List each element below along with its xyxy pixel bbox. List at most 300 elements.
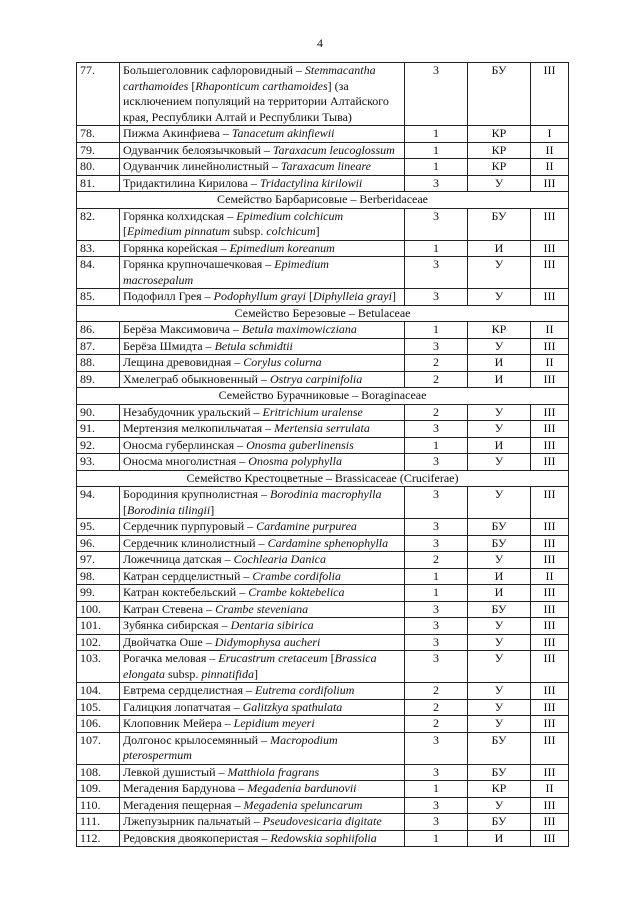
common-name: Одуванчик линейнолистный – (123, 159, 281, 173)
latin-name: Podophyllum grayi (213, 289, 306, 303)
latin-name: Tanacetum akinfiewii (231, 126, 335, 140)
category-1-cell: 3 (405, 618, 468, 635)
common-name: Сердечник пурпуровый – (123, 519, 257, 533)
status-cell: У (468, 454, 531, 471)
category-1-cell: 3 (405, 487, 468, 519)
status-cell: У (468, 634, 531, 651)
row-number: 93. (77, 454, 120, 471)
row-number: 90. (77, 404, 120, 421)
common-name: Подофилл Грея – (123, 289, 214, 303)
family-header: Семейство Березовые – Betulaceae (77, 305, 569, 322)
species-row (77, 716, 569, 733)
category-3-cell: II (531, 568, 569, 585)
category-3-cell: III (531, 797, 569, 814)
common-name: Катран коктебельский – (123, 585, 249, 599)
category-3-cell: III (531, 338, 569, 355)
name-text: [ (188, 78, 196, 93)
row-number: 102. (77, 634, 120, 651)
species-name-cell (120, 781, 405, 798)
species-row (77, 338, 569, 355)
category-1-cell: 3 (405, 797, 468, 814)
species-name-cell (120, 371, 405, 388)
status-cell: БУ (468, 535, 531, 552)
category-3-cell: III (531, 634, 569, 651)
page-number: 4 (317, 36, 323, 50)
category-3-cell: III (531, 585, 569, 602)
common-name: Одуванчик белоязычковый – (123, 142, 273, 157)
species-table-body (77, 63, 569, 847)
category-3-cell: III (531, 535, 569, 552)
row-number: 100. (77, 601, 120, 618)
species-row (77, 797, 569, 814)
species-row (77, 618, 569, 635)
category-1-cell: 3 (405, 454, 468, 471)
latin-name: Matthiola fragrans (227, 764, 320, 779)
latin-name: Mertensia serrulata (274, 421, 370, 435)
category-3-cell: I (531, 126, 569, 143)
species-row (77, 519, 569, 536)
species-name-cell (120, 338, 405, 355)
status-cell: БУ (468, 208, 531, 240)
common-name: Галицкия лопатчатая – (123, 699, 243, 714)
category-3-cell: II (531, 159, 569, 176)
status-cell: КР (468, 322, 531, 339)
category-1-cell: 2 (405, 683, 468, 700)
status-cell: У (468, 651, 531, 683)
species-name-cell (120, 175, 405, 192)
species-row (77, 289, 569, 306)
category-3-cell: III (531, 683, 569, 700)
category-3-cell: III (531, 732, 569, 764)
status-cell: КР (468, 159, 531, 176)
status-cell: У (468, 699, 531, 716)
category-3-cell: III (531, 651, 569, 683)
status-cell: И (468, 355, 531, 372)
latin-name: Macropodium pterospermum (123, 732, 338, 762)
category-1-cell: 3 (405, 519, 468, 536)
category-1-cell: 3 (405, 421, 468, 438)
latin-name: Tridactylina kirilowii (259, 175, 363, 190)
species-row (77, 585, 569, 602)
latin-name: Onosma polyphylla (248, 454, 342, 468)
synonym-latin-name: Diphylleia grayi (312, 289, 392, 303)
category-1-cell: 2 (405, 552, 468, 569)
species-name-cell (120, 716, 405, 733)
status-cell: БУ (468, 519, 531, 536)
family-header: Семейство Крестоцветные – Brassicaceae (Cruciferae) (77, 470, 569, 487)
common-name: Катран сердцелистный – (123, 568, 253, 583)
species-row (77, 142, 569, 159)
row-number: 96. (77, 535, 120, 552)
common-name: Берёза Шмидта – (123, 338, 215, 353)
row-number: 101. (77, 618, 120, 635)
status-cell: И (468, 437, 531, 454)
species-row (77, 240, 569, 257)
category-3-cell: II (531, 355, 569, 372)
category-3-cell: III (531, 618, 569, 635)
category-3-cell: III (531, 716, 569, 733)
latin-name: Pseudovesicaria digitate (262, 814, 382, 828)
category-3-cell: III (531, 63, 569, 126)
common-name: Лжепузырник пальчатый – (123, 814, 263, 828)
species-row (77, 355, 569, 372)
latin-name: Eritrichium uralense (262, 404, 363, 419)
category-1-cell: 3 (405, 732, 468, 764)
synonym-latin-name: Rhaponticum carthamoides (195, 78, 328, 93)
species-row (77, 257, 569, 289)
latin-name: Eutrema cordifolium (255, 683, 355, 697)
status-cell: У (468, 683, 531, 700)
status-cell: У (468, 421, 531, 438)
category-3-cell: III (531, 454, 569, 471)
family-header: Семейство Бурачниковые – Boraginaceae (77, 388, 569, 405)
latin-name: Crambe steveniana (215, 601, 309, 616)
species-row (77, 830, 569, 847)
common-name: Мегадения Бардунова – (123, 781, 248, 795)
status-cell: БУ (468, 63, 531, 126)
category-3-cell: III (531, 257, 569, 289)
category-1-cell: 1 (405, 126, 468, 143)
species-row (77, 781, 569, 798)
synonym-latin-name: Borodinia tilingii (127, 502, 211, 517)
row-number: 109. (77, 781, 120, 798)
status-cell: У (468, 289, 531, 306)
category-1-cell: 1 (405, 568, 468, 585)
species-name-cell (120, 289, 405, 306)
common-name: Хмелеграб обыкновенный – (123, 371, 270, 386)
status-cell: БУ (468, 601, 531, 618)
species-name-cell (120, 618, 405, 635)
category-1-cell: 3 (405, 257, 468, 289)
species-row (77, 175, 569, 192)
species-row (77, 322, 569, 339)
category-3-cell: III (531, 421, 569, 438)
latin-name: Taraxacum lineare (280, 159, 371, 173)
common-name: Долгонос крылосемянный – (123, 732, 271, 747)
latin-name: Megadenia bardunovii (247, 781, 357, 795)
species-name-cell (120, 683, 405, 700)
species-name-cell (120, 63, 405, 126)
row-number: 78. (77, 126, 120, 143)
row-number: 105. (77, 699, 120, 716)
row-number: 92. (77, 437, 120, 454)
category-1-cell: 1 (405, 322, 468, 339)
common-name: Мегадения пещерная – (123, 797, 244, 812)
row-number: 97. (77, 552, 120, 569)
common-name: Горянка колхидская – (123, 208, 237, 223)
species-name-cell (120, 437, 405, 454)
name-text: ] (315, 224, 320, 238)
species-name-cell (120, 421, 405, 438)
common-name: Берёза Максимовича – (123, 322, 242, 336)
latin-name: Erucastrum cretaceum (218, 651, 328, 665)
species-name-cell (120, 159, 405, 176)
species-row (77, 487, 569, 519)
latin-name: Betula schmidtii (214, 338, 293, 353)
species-name-cell (120, 322, 405, 339)
category-1-cell: 3 (405, 634, 468, 651)
row-number: 107. (77, 732, 120, 764)
family-row (77, 192, 569, 209)
species-row (77, 601, 569, 618)
name-text: ] (254, 666, 259, 681)
species-name-cell (120, 257, 405, 289)
species-row (77, 421, 569, 438)
common-name: Ложечница датская – (123, 552, 234, 566)
common-name: Большеголовник сафлоровидный – (123, 63, 305, 77)
category-1-cell: 3 (405, 175, 468, 192)
common-name: Левкой душистый – (123, 764, 228, 779)
name-text: [ (305, 289, 313, 303)
name-text: subsp. (165, 666, 202, 681)
common-name: Горянка корейская – (123, 240, 230, 255)
row-number: 106. (77, 716, 120, 733)
category-3-cell: III (531, 764, 569, 781)
latin-name: Epimedium macrosepalum (123, 257, 329, 287)
status-cell: У (468, 338, 531, 355)
latin-name: Didymophysa aucheri (214, 634, 321, 649)
category-3-cell: III (531, 208, 569, 240)
common-name: Двойчатка Оше – (123, 634, 215, 649)
common-name: Сердечник клинолистный – (123, 535, 268, 550)
species-name-cell (120, 634, 405, 651)
species-row (77, 732, 569, 764)
synonym-latin-name: Epimedium pinnatum (127, 224, 230, 238)
latin-name: Lepidium meyeri (233, 716, 315, 730)
latin-name: Galitzkya spathulata (242, 699, 343, 714)
row-number: 103. (77, 651, 120, 683)
status-cell: КР (468, 126, 531, 143)
category-3-cell: III (531, 814, 569, 831)
species-name-cell (120, 797, 405, 814)
species-name-cell (120, 814, 405, 831)
category-3-cell: III (531, 830, 569, 847)
synonym-latin-name: Brassica elongata (123, 651, 377, 681)
category-1-cell: 1 (405, 437, 468, 454)
category-1-cell: 3 (405, 814, 468, 831)
species-name-cell (120, 651, 405, 683)
common-name: Оносма многолистная – (123, 454, 249, 468)
category-1-cell: 3 (405, 338, 468, 355)
latin-name: Borodinia macrophylla (270, 487, 382, 501)
category-3-cell: III (531, 519, 569, 536)
common-name: Пижма Акинфиева – (123, 126, 232, 140)
species-row (77, 699, 569, 716)
row-number: 82. (77, 208, 120, 240)
row-number: 104. (77, 683, 120, 700)
category-3-cell: II (531, 322, 569, 339)
category-1-cell: 3 (405, 63, 468, 126)
name-text: ] (210, 502, 215, 517)
category-1-cell: 1 (405, 240, 468, 257)
category-3-cell: III (531, 601, 569, 618)
species-name-cell (120, 732, 405, 764)
status-cell: У (468, 552, 531, 569)
species-name-cell (120, 454, 405, 471)
species-row (77, 404, 569, 421)
category-1-cell: 2 (405, 404, 468, 421)
name-text: [ (327, 651, 335, 665)
row-number: 83. (77, 240, 120, 257)
common-name: Тридактилина Кирилова – (123, 175, 260, 190)
common-name: Евтрема сердцелистная – (123, 683, 255, 697)
species-row (77, 454, 569, 471)
species-name-cell (120, 355, 405, 372)
family-header: Семейство Барбарисовые – Berberidaceae (77, 192, 569, 209)
name-text: ] (за исключением популяций на территории Алтайского края, Республики Алтай и Республики Тыва) (123, 78, 389, 124)
latin-name: Betula maximowicziana (241, 322, 357, 336)
status-cell: И (468, 240, 531, 257)
common-name: Рогачка меловая – (123, 651, 219, 665)
latin-name: Epimedium colchicum (236, 208, 344, 223)
species-name-cell (120, 585, 405, 602)
category-3-cell: III (531, 289, 569, 306)
name-text: subsp. (230, 224, 267, 238)
category-1-cell: 2 (405, 699, 468, 716)
family-row (77, 305, 569, 322)
row-number: 89. (77, 371, 120, 388)
category-1-cell: 1 (405, 585, 468, 602)
species-row (77, 683, 569, 700)
species-table (76, 62, 569, 847)
species-row (77, 208, 569, 240)
category-1-cell: 2 (405, 355, 468, 372)
row-number: 81. (77, 175, 120, 192)
category-1-cell: 1 (405, 142, 468, 159)
latin-name: Megadenia speluncarum (243, 797, 363, 812)
row-number: 108. (77, 764, 120, 781)
species-row (77, 126, 569, 143)
species-row (77, 535, 569, 552)
row-number: 95. (77, 519, 120, 536)
status-cell: И (468, 830, 531, 847)
category-3-cell: III (531, 437, 569, 454)
row-number: 79. (77, 142, 120, 159)
row-number: 98. (77, 568, 120, 585)
common-name: Оносма губерлинская – (123, 437, 247, 452)
species-name-cell (120, 601, 405, 618)
latin-name: Epimedium koreanum (229, 240, 335, 255)
common-name: Катран Стевена – (123, 601, 216, 616)
common-name: Лещина древовидная – (123, 355, 244, 369)
species-row (77, 63, 569, 126)
species-name-cell (120, 404, 405, 421)
category-1-cell: 1 (405, 830, 468, 847)
latin-name: Cochlearia Danica (233, 552, 326, 566)
species-name-cell (120, 535, 405, 552)
category-1-cell: 1 (405, 159, 468, 176)
status-cell: У (468, 487, 531, 519)
species-row (77, 764, 569, 781)
species-name-cell (120, 208, 405, 240)
category-1-cell: 3 (405, 208, 468, 240)
latin-name: Onosma guberlinensis (246, 437, 354, 452)
species-name-cell (120, 126, 405, 143)
synonym-latin-name: pinnatifida (201, 666, 255, 681)
status-cell: У (468, 404, 531, 421)
category-3-cell: II (531, 142, 569, 159)
row-number: 85. (77, 289, 120, 306)
row-number: 94. (77, 487, 120, 519)
species-row (77, 159, 569, 176)
row-number: 112. (77, 830, 120, 847)
category-3-cell: III (531, 371, 569, 388)
latin-name: Redowskia sophiifolia (270, 830, 377, 845)
category-3-cell: III (531, 699, 569, 716)
common-name: Незабудочник уральский – (123, 404, 263, 419)
row-number: 110. (77, 797, 120, 814)
family-row (77, 388, 569, 405)
row-number: 80. (77, 159, 120, 176)
row-number: 77. (77, 63, 120, 126)
category-3-cell: III (531, 240, 569, 257)
status-cell: КР (468, 781, 531, 798)
species-row (77, 814, 569, 831)
latin-name: Taraxacum leucoglossum (272, 142, 395, 157)
species-name-cell (120, 830, 405, 847)
category-1-cell: 3 (405, 764, 468, 781)
row-number: 87. (77, 338, 120, 355)
species-name-cell (120, 487, 405, 519)
species-name-cell (120, 240, 405, 257)
row-number: 99. (77, 585, 120, 602)
latin-name: Cardamine sphenophylla (267, 535, 389, 550)
category-3-cell: III (531, 404, 569, 421)
status-cell: У (468, 175, 531, 192)
common-name: Бородиния крупнолистная – (123, 487, 271, 501)
common-name: Клоповник Мейера – (123, 716, 234, 730)
species-row (77, 634, 569, 651)
category-3-cell: II (531, 781, 569, 798)
name-text: [ (123, 502, 127, 517)
category-1-cell: 3 (405, 535, 468, 552)
status-cell: И (468, 568, 531, 585)
status-cell: БУ (468, 732, 531, 764)
latin-name: Crambe cordifolia (252, 568, 341, 583)
status-cell: КР (468, 142, 531, 159)
species-row (77, 568, 569, 585)
latin-name: Stemmacantha carthamoides (123, 63, 376, 93)
category-1-cell: 3 (405, 651, 468, 683)
row-number: 88. (77, 355, 120, 372)
row-number: 111. (77, 814, 120, 831)
latin-name: Crambe koktebelica (248, 585, 345, 599)
latin-name: Cardamine purpurea (256, 519, 357, 533)
status-cell: У (468, 618, 531, 635)
species-name-cell (120, 519, 405, 536)
category-1-cell: 2 (405, 716, 468, 733)
family-row (77, 470, 569, 487)
name-text: ] (391, 289, 396, 303)
row-number: 86. (77, 322, 120, 339)
category-3-cell: III (531, 487, 569, 519)
species-row (77, 371, 569, 388)
latin-name: Corylus colurna (243, 355, 322, 369)
category-3-cell: III (531, 552, 569, 569)
synonym-latin-name: colchicum (266, 224, 316, 238)
category-1-cell: 3 (405, 601, 468, 618)
status-cell: У (468, 716, 531, 733)
status-cell: БУ (468, 814, 531, 831)
common-name: Горянка крупночашечковая – (123, 257, 275, 271)
common-name: Зубянка сибирская – (123, 618, 231, 632)
category-3-cell: III (531, 175, 569, 192)
species-name-cell (120, 764, 405, 781)
species-row (77, 437, 569, 454)
common-name: Редовския двоякоперистая – (123, 830, 271, 845)
row-number: 84. (77, 257, 120, 289)
status-cell: У (468, 257, 531, 289)
